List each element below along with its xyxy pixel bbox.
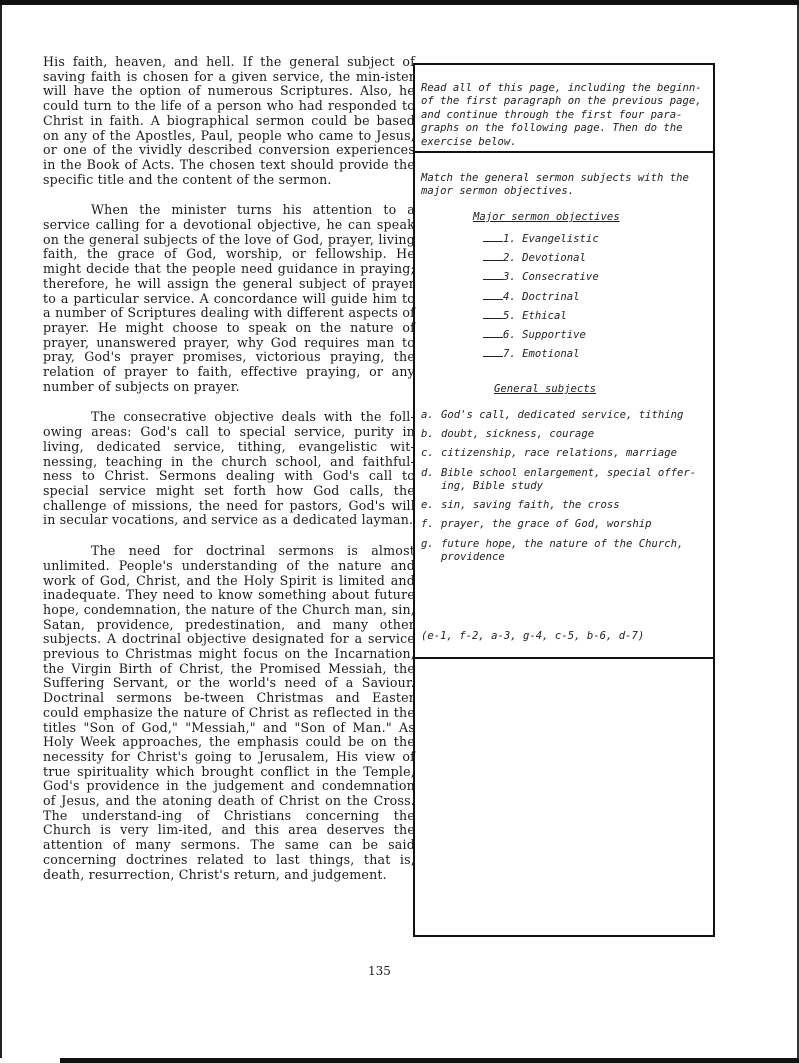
subject-letter: g.	[421, 537, 434, 550]
objective-label: Devotional	[522, 252, 586, 265]
subject-letter: d.	[421, 466, 434, 479]
objective-label: Evangelistic	[522, 233, 599, 245]
reading-instruction: Read all of this page, including the beginn- of the first paragraph on the previous page, and continue through the first four para-graphs on the following page. Then do the exercise below.	[421, 82, 702, 148]
objective-label: Doctrinal	[522, 290, 580, 303]
answer-key: (e-1, f-2, a-3, g-4, c-5, b-6, d-7)	[421, 630, 645, 642]
subject-text: prayer, the grace of God, worship	[441, 518, 652, 531]
scan-border-top	[0, 0, 799, 5]
subject-text: God's call, dedicated service, tithing	[441, 409, 684, 421]
subject-letter: e.	[421, 499, 434, 512]
scan-border-bottom	[60, 1058, 799, 1063]
subject-letter: b.	[421, 428, 434, 441]
page-number: 135	[368, 964, 391, 978]
subject-item	[421, 409, 709, 422]
paragraph-doctrinal: The need for doctrinal sermons is almost unlimited. People's understanding of the nature and work of God, Christ, and the Holy Spirit is limited and inadequate. They need to know something about future hope, condemnation, the nature of the Church man, sin, Satan, providence, predestination, and many other subjects. A doctrinal objective designated for a service previous to Christmas might focus on the Incarnation, the Virgin Birth of Christ, the Promised Messiah, the Suffering Servant, or the world's need of a Saviour. Doctrinal sermons be-tween Christmas and Easter could emphasize the nature of Christ as reflected in the titles "Son of God," "Messiah," and "Son of Man." As Holy Week approaches, the emphasis could be on the necessity for Christ's going to Jerusalem, His view of true spirituality which brought conflict in the Temple, God's providence in the judgement and condemnation of Jesus, and the atoning death of Christ on the Cross. The understand-ing of Christians concerning the Church is very lim-ited, and this area deserves the attention of many sermons. The same can be said concerning doctrines related to last things, that is, death, resurrection, Christ's return, and judgement.	[43, 543, 415, 882]
objective-item	[483, 307, 599, 326]
blank-notes-section	[415, 659, 713, 935]
subject-text: Bible school enlargement, special offer-ing, Bible study	[441, 466, 697, 493]
scan-border-left	[0, 5, 2, 1058]
objective-number: 5.	[503, 309, 516, 322]
answer-blank[interactable]	[483, 249, 503, 261]
subject-letter: c.	[421, 447, 434, 460]
subjects-heading: General subjects	[494, 383, 597, 395]
subject-item	[421, 538, 709, 565]
answer-blank[interactable]	[483, 268, 503, 280]
objective-number: 4.	[503, 290, 516, 303]
answer-blank[interactable]	[483, 345, 503, 357]
objective-number: 6.	[503, 328, 516, 341]
exercise-section	[415, 153, 713, 659]
study-guide-box	[413, 63, 715, 937]
subject-item	[421, 447, 709, 460]
subject-letter: a.	[421, 409, 434, 421]
subject-item	[421, 518, 709, 531]
objective-number: 3.	[503, 271, 516, 284]
subject-item	[421, 428, 709, 441]
answer-blank[interactable]	[483, 230, 503, 242]
objectives-heading: Major sermon objectives	[473, 211, 620, 223]
objective-item	[483, 249, 599, 268]
subject-letter: f.	[421, 518, 434, 531]
objective-label: Emotional	[522, 348, 580, 361]
body-text-column	[43, 55, 415, 898]
objective-item	[483, 230, 599, 249]
objective-label: Consecrative	[522, 271, 599, 284]
objectives-list	[483, 230, 599, 364]
answer-blank[interactable]	[483, 288, 503, 300]
subject-text: citizenship, race relations, marriage	[441, 447, 677, 460]
objective-item	[483, 288, 599, 307]
objective-label: Ethical	[522, 309, 567, 322]
objective-number: 2.	[503, 252, 516, 265]
subject-text: doubt, sickness, courage	[441, 428, 595, 441]
objective-item	[483, 268, 599, 287]
paragraph-saving-faith: His faith, heaven, and hell. If the general subject of saving faith is chosen for a given service, the min-ister will have the option of numerous Scriptures. Also, he could turn to the life of a person who had responded to Christ in faith. A biographical sermon could be based on any of the Apostles, Paul, people who came to Jesus, or one of the vividly described conversion experiences in the Book of Acts. The chosen text should provide the specific title and the content of the sermon.	[43, 54, 415, 187]
exercise-prompt: Match the general sermon subjects with the major sermon objectives.	[421, 172, 689, 198]
objective-number: 7.	[503, 348, 516, 361]
paragraph-consecrative: The consecrative objective deals with the foll-owing areas: God's call to special service, purity in living, dedicated service, tithing, evangelistic wit-nessing, teaching in the church school, and faithful-ness to Christ. Sermons dealing with God's call to special service might set forth how God calls, the challenge of missions, the need for pastors, God's will in secular vocations, and service as a dedicated layman.	[43, 409, 415, 528]
subject-item	[421, 499, 709, 512]
answer-blank[interactable]	[483, 326, 503, 338]
objective-label: Supportive	[522, 328, 586, 341]
answer-blank[interactable]	[483, 307, 503, 319]
objective-item	[483, 326, 599, 345]
objective-number: 1.	[503, 233, 516, 245]
paragraph-devotional: When the minister turns his attention to a service calling for a devotional objective, he can speak on the general subjects of the love of God, prayer, living faith, the grace of God, worship, or fellowship. He might decide that the people need guidance in praying; therefore, he will assign the general subject of prayer to a particular service. A concordance will guide him to a number of Scriptures dealing with different aspects of prayer. He might choose to speak on the nature of prayer, unanswered prayer, why God requires man to pray, God's prayer promises, victorious praying, the relation of prayer to faith, effective praying, or any number of subjects on prayer.	[43, 202, 415, 394]
subject-text: future hope, the nature of the Church, providence	[441, 537, 684, 564]
objective-item	[483, 345, 599, 364]
instruction-section	[415, 65, 713, 153]
subjects-list	[421, 409, 709, 570]
subject-text: sin, saving faith, the cross	[441, 499, 620, 512]
subject-item	[421, 467, 709, 494]
